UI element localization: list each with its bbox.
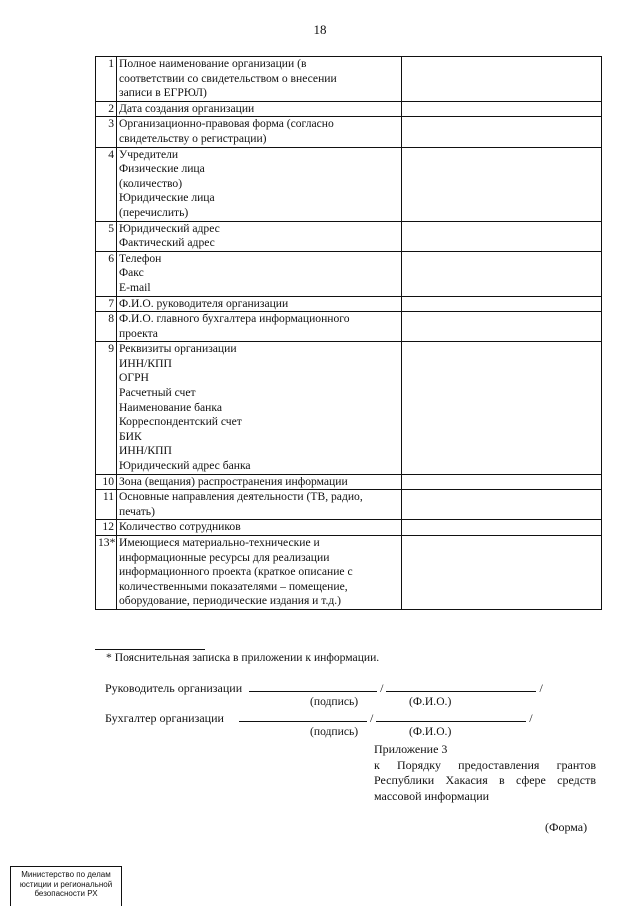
row-number: 8 <box>96 312 117 342</box>
accountant-signature-caption: (подпись) <box>310 725 359 738</box>
row-label-line: Корреспондентский счет <box>119 415 242 429</box>
accountant-signature-row <box>105 709 585 726</box>
row-label-line: Факс <box>119 266 144 280</box>
row-label-line: Расчетный счет <box>119 386 196 400</box>
form-label: (Форма) <box>545 820 588 834</box>
row-label-line: БИК <box>119 429 142 443</box>
footnote-divider <box>95 649 205 650</box>
appendix-line-1: к Порядку предоставления грантов <box>374 757 596 772</box>
table-row <box>96 342 602 474</box>
accountant-signature-label: Бухгалтер организации <box>105 711 224 725</box>
row-value-cell[interactable] <box>402 490 602 520</box>
organization-info-table <box>95 56 602 610</box>
row-label <box>117 536 402 610</box>
row-label-line: записи в ЕГРЮЛ) <box>119 86 207 100</box>
row-label-line: Количество сотрудников <box>119 520 241 534</box>
accountant-name-line <box>376 709 526 722</box>
table-row <box>96 57 602 102</box>
row-number: 11 <box>96 490 117 520</box>
row-value-cell[interactable] <box>402 57 602 102</box>
row-label-line: Основные направления деятельности (ТВ, радио, <box>119 490 363 504</box>
row-label-line: Учредители <box>119 147 179 161</box>
table-row <box>96 296 602 312</box>
table-row <box>96 147 602 221</box>
stamp-line-1: Министерство по делам <box>21 870 111 879</box>
row-label-line: количественными показателями – помещение, <box>119 579 348 593</box>
row-label-line: оборудование, периодические издания и т.д.) <box>119 594 342 608</box>
row-label-line: Ф.И.О. руководителя организации <box>119 296 289 310</box>
table-row <box>96 536 602 610</box>
row-value-cell[interactable] <box>402 536 602 610</box>
row-label-line: (перечислить) <box>119 205 189 219</box>
table-row <box>96 490 602 520</box>
table-row <box>96 520 602 536</box>
table-row <box>96 101 602 117</box>
head-signature-label: Руководитель организации <box>105 681 243 695</box>
row-number: 7 <box>96 296 117 312</box>
row-label-line: печать) <box>119 504 155 518</box>
accountant-name-caption: (Ф.И.О.) <box>409 725 452 738</box>
row-label <box>117 520 402 536</box>
row-number: 13* <box>96 536 117 610</box>
row-value-cell[interactable] <box>402 147 602 221</box>
row-label-line: Физические лица <box>119 162 205 176</box>
row-label-line: Наименование банка <box>119 400 222 414</box>
row-value-cell[interactable] <box>402 342 602 474</box>
row-label-line: свидетельству о регистрации) <box>119 131 267 145</box>
row-label-line: Полное наименование организации (в <box>119 57 307 70</box>
row-label-line: Юридические лица <box>119 191 215 205</box>
row-value-cell[interactable] <box>402 101 602 117</box>
head-name-slash: / <box>539 681 543 695</box>
row-label <box>117 296 402 312</box>
footnote: * Пояснительная записка в приложении к информации. <box>106 651 380 664</box>
row-label-line: информационные ресурсы для реализации <box>119 550 330 564</box>
head-signature-caption: (подпись) <box>310 695 359 708</box>
row-label <box>117 101 402 117</box>
appendix-title: Приложение 3 <box>374 742 448 756</box>
accountant-signature-line <box>239 709 367 722</box>
row-label <box>117 251 402 296</box>
row-number: 2 <box>96 101 117 117</box>
appendix-line-2: Республики Хакасия в сфере средств <box>374 773 596 787</box>
row-label-line: (количество) <box>119 176 183 190</box>
row-label <box>117 221 402 251</box>
row-label-line: Телефон <box>119 251 162 265</box>
row-label-line: Фактический адрес <box>119 236 215 250</box>
row-label-line: ИНН/КПП <box>119 444 172 458</box>
head-signature-slash: / <box>380 681 384 695</box>
head-name-line <box>386 679 536 692</box>
row-label <box>117 117 402 147</box>
row-label-line: Юридический адрес банка <box>119 459 251 473</box>
row-label-line: ИНН/КПП <box>119 356 172 370</box>
row-number: 4 <box>96 147 117 221</box>
table-row <box>96 474 602 490</box>
row-value-cell[interactable] <box>402 312 602 342</box>
row-label <box>117 490 402 520</box>
row-value-cell[interactable] <box>402 221 602 251</box>
stamp-line-3: безопасности РХ <box>34 889 98 898</box>
row-label-line: Реквизиты организации <box>119 342 237 356</box>
row-number: 3 <box>96 117 117 147</box>
row-label-line: ОГРН <box>119 371 149 385</box>
accountant-name-slash: / <box>529 711 533 725</box>
row-label-line: Зона (вещания) распространения информации <box>119 474 348 488</box>
row-number: 10 <box>96 474 117 490</box>
row-label-line: Имеющиеся материально-технические и <box>119 536 320 549</box>
row-number: 5 <box>96 221 117 251</box>
row-label-line: проекта <box>119 326 158 340</box>
appendix-block <box>374 742 596 804</box>
row-value-cell[interactable] <box>402 251 602 296</box>
row-label <box>117 474 402 490</box>
row-label-line: Ф.И.О. главного бухгалтера информационного <box>119 312 350 326</box>
table-row <box>96 312 602 342</box>
row-label <box>117 57 402 102</box>
table-row <box>96 251 602 296</box>
row-number: 9 <box>96 342 117 474</box>
row-label-line: информационного проекта (краткое описание с <box>119 565 353 579</box>
head-name-caption: (Ф.И.О.) <box>409 695 452 708</box>
stamp-line-2: юстиции и региональной <box>19 879 113 889</box>
row-value-cell[interactable] <box>402 117 602 147</box>
head-signature-row <box>105 679 585 696</box>
row-label <box>117 342 402 474</box>
table-row <box>96 221 602 251</box>
row-value-cell[interactable] <box>402 296 602 312</box>
row-number: 12 <box>96 520 117 536</box>
row-label-line: Организационно-правовая форма (согласно <box>119 117 334 131</box>
row-label-line: Юридический адрес <box>119 221 220 235</box>
row-number: 6 <box>96 251 117 296</box>
row-label <box>117 312 402 342</box>
row-label <box>117 147 402 221</box>
row-value-cell[interactable] <box>402 474 602 490</box>
page-number: 18 <box>313 22 327 37</box>
accountant-signature-slash: / <box>369 711 374 725</box>
appendix-line-3: массовой информации <box>374 788 490 803</box>
ministry-stamp <box>10 866 122 906</box>
row-label-line: соответствии со свидетельством о внесении <box>119 71 337 85</box>
table-row <box>96 117 602 147</box>
row-label-line: Дата создания организации <box>119 101 255 115</box>
row-value-cell[interactable] <box>402 520 602 536</box>
row-label-line: E-mail <box>119 280 151 294</box>
row-number: 1 <box>96 57 117 102</box>
head-signature-line <box>249 679 377 692</box>
